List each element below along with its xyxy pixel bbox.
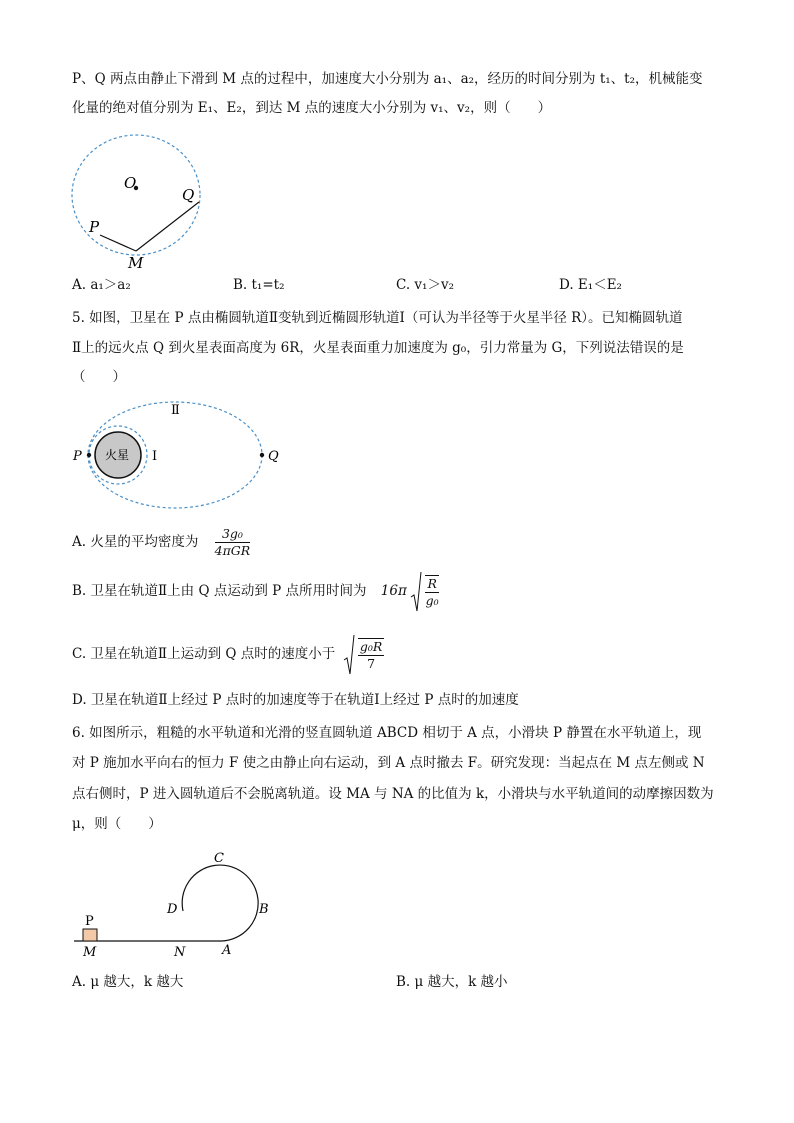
q6-label-b: B bbox=[259, 902, 269, 917]
q4-chord-qm bbox=[136, 202, 199, 251]
q5-option-b-fraction bbox=[425, 575, 438, 609]
q4-label-o: O bbox=[124, 174, 137, 192]
q4-option-a[interactable]: A. a₁＞a₂ bbox=[72, 277, 131, 293]
q4-option-b[interactable]: B. t₁=t₂ bbox=[233, 277, 285, 293]
q5-option-a-numerator: 3g₀ bbox=[215, 526, 251, 543]
q4-label-m: M bbox=[128, 254, 144, 272]
q5-stem-line-1: 5. 如图，卫星在 P 点由椭圆轨道Ⅱ变轨到近椭圆形轨道Ⅰ（可认为半径等于火星半径 R）。已知椭圆轨道 bbox=[72, 310, 683, 326]
q5-figure bbox=[68, 398, 288, 513]
q6-label-n: N bbox=[174, 945, 186, 960]
q4-chord-pm bbox=[100, 235, 136, 251]
q6-option-b[interactable]: B. μ 越大，k 越小 bbox=[396, 974, 508, 990]
q5-label-q: Q bbox=[268, 449, 279, 464]
q5-option-c-numerator: g₀R bbox=[359, 639, 383, 654]
q4-figure bbox=[60, 128, 220, 278]
q5-option-b-sqrt bbox=[411, 570, 439, 614]
q5-option-c-sqrt bbox=[344, 633, 385, 677]
q6-label-d: D bbox=[167, 902, 178, 917]
q5-label-p: P bbox=[73, 449, 82, 464]
q6-stem-line-4: μ，则（ ） bbox=[72, 816, 162, 832]
q5-option-b-text: B. 卫星在轨道Ⅱ上由 Q 点运动到 P 点所用时间为 bbox=[72, 583, 367, 599]
radical-sign-icon bbox=[411, 571, 421, 613]
q6-label-p: P bbox=[85, 914, 94, 929]
q5-option-a-text: A. 火星的平均密度为 bbox=[72, 534, 199, 550]
q4-option-c[interactable]: C. v₁＞v₂ bbox=[396, 277, 455, 293]
q5-option-b-coefficient: 16π bbox=[380, 583, 407, 599]
q5-option-b[interactable] bbox=[72, 569, 439, 613]
q5-label-i: Ⅰ bbox=[152, 449, 158, 464]
q6-label-a: A bbox=[222, 943, 232, 958]
q6-label-c: C bbox=[214, 851, 224, 866]
q5-stem-line-3: （ ） bbox=[72, 369, 126, 385]
q5-point-q bbox=[260, 453, 264, 457]
q6-block-p bbox=[83, 929, 97, 941]
q5-option-c[interactable] bbox=[72, 632, 384, 676]
q5-point-p bbox=[87, 453, 91, 457]
q6-option-a[interactable]: A. μ 越大，k 越大 bbox=[72, 974, 184, 990]
q5-option-d[interactable]: D. 卫星在轨道Ⅱ上经过 P 点时的加速度等于在轨道Ⅰ上经过 P 点时的加速度 bbox=[72, 692, 519, 708]
q5-option-c-text: C. 卫星在轨道Ⅱ上运动到 Q 点时的速度小于 bbox=[72, 646, 336, 662]
radical-sign-icon bbox=[344, 634, 354, 676]
q5-label-ii: Ⅱ bbox=[171, 403, 180, 418]
q4-stem-line-2: 化量的绝对值分别为 E₁、E₂，到达 M 点的速度大小分别为 v₁、v₂，则（ ） bbox=[72, 100, 552, 116]
q4-label-q: Q bbox=[182, 186, 195, 204]
q4-option-d[interactable]: D. E₁＜E₂ bbox=[559, 277, 622, 293]
q5-option-a[interactable] bbox=[72, 520, 250, 564]
q6-label-m: M bbox=[83, 945, 97, 960]
q6-stem-line-2: 对 P 施加水平向右的恒力 F 使之由静止向右运动，到 A 点时撤去 F。研究发现：当起点在 M 点左侧或 N bbox=[72, 755, 705, 771]
q5-option-a-denominator: 4πGR bbox=[214, 543, 251, 558]
q5-option-a-fraction bbox=[215, 526, 251, 559]
q6-stem-line-1: 6. 如图所示，粗糙的水平轨道和光滑的竖直圆轨道 ABCD 相切于 A 点，小滑块 P 静置在水平轨道上，现 bbox=[72, 725, 702, 741]
q5-option-b-denominator: g₀ bbox=[425, 593, 439, 608]
q6-figure bbox=[70, 845, 290, 960]
q4-stem-line-1: P、Q 两点由静止下滑到 M 点的过程中，加速度大小分别为 a₁、a₂，经历的时间分别为 t₁、t₂，机械能变 bbox=[72, 71, 703, 87]
q5-option-c-fraction bbox=[358, 638, 384, 672]
q5-option-c-denominator: 7 bbox=[367, 656, 376, 671]
q6-circular-track bbox=[182, 865, 258, 941]
q6-stem-line-3: 点右侧时，P 进入圆轨道后不会脱离轨道。设 MA 与 NA 的比值为 k，小滑块与水平轨道间的动摩擦因数为 bbox=[72, 786, 714, 802]
q5-stem-line-2: Ⅱ上的远火点 Q 到火星表面高度为 6R，火星表面重力加速度为 g₀，引力常量为 G，下列说法错误的是 bbox=[72, 340, 684, 356]
q5-option-b-numerator: R bbox=[427, 576, 437, 591]
q5-planet-label: 火星 bbox=[105, 448, 130, 462]
q4-label-p: P bbox=[89, 218, 100, 236]
q4-dashed-circle bbox=[72, 135, 200, 255]
